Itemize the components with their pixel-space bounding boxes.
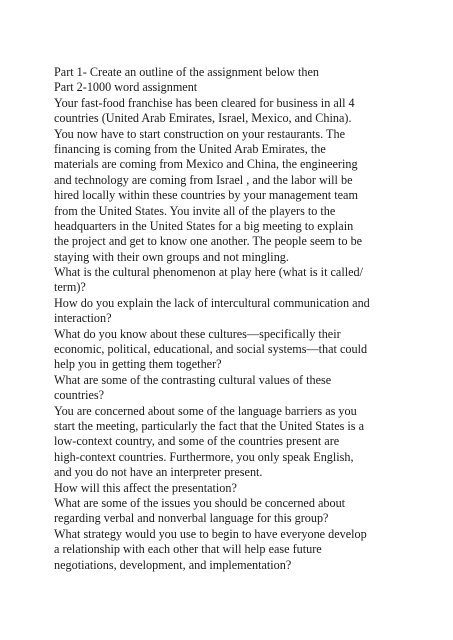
text-line: high-context countries. Furthermore, you only speak English,	[54, 449, 354, 464]
text-line: low-context country, and some of the countries present are	[54, 434, 340, 449]
text-line: Your fast-food franchise has been cleared for business in all 4	[54, 95, 355, 110]
text-line: What are some of the issues you should be concerned about	[54, 495, 346, 510]
text-line: help you in getting them together?	[54, 357, 222, 372]
text-line: regarding verbal and nonverbal language for this group?	[54, 511, 329, 526]
text-line: negotiations, development, and implementation?	[54, 557, 292, 572]
text-line: What are some of the contrasting cultural values of these	[54, 372, 332, 387]
text-line: What do you know about these cultures—specifically their	[54, 326, 341, 341]
text-line: the project and get to know one another. The people seem to be	[54, 234, 363, 249]
text-line: and you do not have an interpreter present.	[54, 465, 263, 480]
text-line: term)?	[54, 280, 86, 295]
text-line: What is the cultural phenomenon at play here (what is it called/	[54, 265, 363, 280]
text-line: What strategy would you use to begin to have everyone develop	[54, 526, 367, 541]
text-line: countries (United Arab Emirates, Israel, Mexico, and China).	[54, 111, 352, 126]
text-line: and technology are coming from Israel , and the labor will be	[54, 172, 353, 187]
text-line: hired locally within these countries by your management team	[54, 188, 358, 203]
text-line: You are concerned about some of the language barriers as you	[54, 403, 357, 418]
text-line: a relationship with each other that will help ease future	[54, 542, 322, 557]
text-line: You now have to start construction on your restaurants. The	[54, 126, 345, 141]
text-line: countries?	[54, 388, 105, 403]
text-line: financing is coming from the United Arab Emirates, the	[54, 141, 326, 156]
text-line: from the United States. You invite all of the players to the	[54, 203, 336, 218]
text-line: staying with their own groups and not mingling.	[54, 249, 289, 264]
text-line: start the meeting, particularly the fact that the United States is a	[54, 418, 365, 433]
text-line: economic, political, educational, and social systems—that could	[54, 342, 368, 357]
text-line: headquarters in the United States for a big meeting to explain	[54, 218, 354, 233]
text-line: How will this affect the presentation?	[54, 480, 237, 495]
text-line: Part 2-1000 word assignment	[54, 80, 198, 95]
text-line: How do you explain the lack of intercultural communication and	[54, 295, 370, 310]
text-line: interaction?	[54, 311, 112, 326]
document-body	[54, 65, 414, 573]
text-line: materials are coming from Mexico and China, the engineering	[54, 157, 358, 172]
text-line: Part 1- Create an outline of the assignment below then	[54, 65, 320, 79]
